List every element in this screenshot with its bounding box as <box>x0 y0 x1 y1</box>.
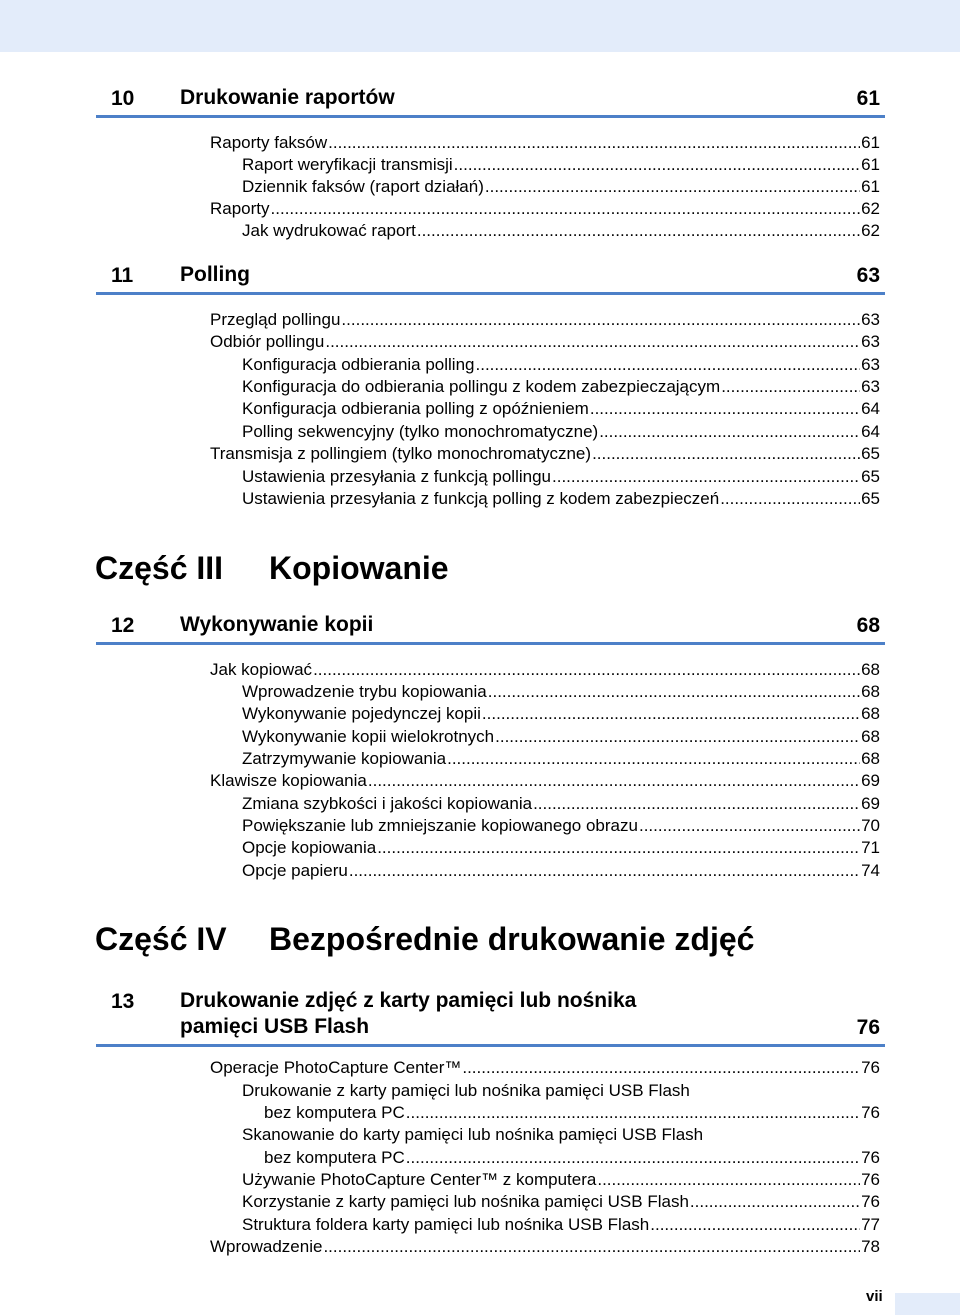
toc-entry[interactable] <box>264 1102 880 1124</box>
toc-entry-page: 70 <box>861 816 880 835</box>
toc-entry-page: 63 <box>861 332 880 351</box>
toc-entry-page: 69 <box>861 771 880 790</box>
toc-leader <box>406 1147 860 1169</box>
toc-entry-text: bez komputera PC <box>264 1148 405 1167</box>
toc-leader <box>720 488 860 510</box>
toc-entry-page: 63 <box>861 310 880 329</box>
chapter-page: 68 <box>856 614 880 637</box>
toc-entry-page: 76 <box>861 1058 880 1077</box>
toc-entry-page: 69 <box>861 794 880 813</box>
toc-entry-page: 68 <box>861 727 880 746</box>
chapter-page: 63 <box>856 264 880 287</box>
toc-entry[interactable] <box>242 793 880 815</box>
toc-leader <box>533 793 860 815</box>
toc-entry-page: 76 <box>861 1148 880 1167</box>
toc-entry-page: 76 <box>861 1192 880 1211</box>
toc-entry-page: 74 <box>861 861 880 880</box>
toc-entry-page: 78 <box>861 1237 880 1256</box>
chapter-number: 13 <box>111 990 135 1013</box>
toc-entry[interactable] <box>242 726 880 748</box>
toc-entry-text: Jak wydrukować raport <box>242 221 416 240</box>
part-label: Część III <box>95 550 224 586</box>
toc-entry-text: Zmiana szybkości i jakości kopiowania <box>242 794 533 813</box>
toc-leader <box>377 837 860 859</box>
toc-leader <box>454 154 860 176</box>
toc-entry-page: 76 <box>861 1103 880 1122</box>
toc-leader <box>323 1236 860 1258</box>
toc-entry-text: Ustawienia przesyłania z funkcją pollingu <box>242 467 551 486</box>
toc-entry-page: 68 <box>861 660 880 679</box>
toc-entry-text: Konfiguracja odbierania polling <box>242 355 475 374</box>
toc-entry[interactable] <box>242 837 880 859</box>
toc-entry-text: Klawisze kopiowania <box>210 771 367 790</box>
toc-entry[interactable] <box>242 860 880 882</box>
toc-entry-page: 62 <box>861 199 880 218</box>
toc-entry-text: Wykonywanie pojedynczej kopii <box>242 704 481 723</box>
toc-entry[interactable] <box>210 443 880 465</box>
page-number: vii <box>866 1288 883 1305</box>
toc-entry[interactable] <box>242 488 880 510</box>
toc-entry-text: Ustawienia przesyłania z funkcją polling z kodem zabezpieczeń <box>242 489 720 508</box>
chapter-number: 10 <box>111 87 135 110</box>
toc-entry[interactable] <box>242 354 880 376</box>
toc-entry-page: 68 <box>861 704 880 723</box>
toc-leader <box>368 770 860 792</box>
toc-entry[interactable] <box>210 1057 880 1079</box>
toc-leader <box>592 443 860 465</box>
toc-leader <box>485 176 860 198</box>
toc-entry[interactable] <box>242 376 880 398</box>
toc-entry-page: 63 <box>861 377 880 396</box>
chapter-number: 12 <box>111 614 135 637</box>
toc-entry[interactable] <box>210 132 880 154</box>
toc-leader <box>495 726 860 748</box>
toc-entry-text: Dziennik faksów (raport działań) <box>242 177 484 196</box>
toc-entry[interactable] <box>210 770 880 792</box>
toc-entry[interactable] <box>242 703 880 725</box>
toc-entry[interactable] <box>242 421 880 443</box>
toc-leader <box>552 466 860 488</box>
toc-entry-text: Korzystanie z karty pamięci lub nośnika pamięci USB Flash <box>242 1192 689 1211</box>
toc-leader <box>690 1191 860 1213</box>
toc-leader <box>417 220 860 242</box>
toc-leader <box>462 1057 860 1079</box>
toc-entry[interactable] <box>242 220 880 242</box>
toc-entry-page: 68 <box>861 749 880 768</box>
toc-leader <box>599 421 860 443</box>
toc-entry[interactable] <box>242 398 880 420</box>
toc-entry-text: Transmisja z pollingiem (tylko monochromatyczne) <box>210 444 592 463</box>
toc-leader <box>476 354 861 376</box>
toc-entry-page: 68 <box>861 682 880 701</box>
chapter-number: 11 <box>111 264 134 287</box>
header-band <box>0 0 960 52</box>
chapter-page: 76 <box>856 1016 880 1039</box>
toc-entry-page: 61 <box>861 133 880 152</box>
toc-leader <box>328 132 860 154</box>
toc-leader <box>341 309 860 331</box>
toc-entry-text: Raporty faksów <box>210 133 328 152</box>
toc-entry-page: 61 <box>861 177 880 196</box>
chapter-title-line2: pamięci USB Flash <box>180 1015 370 1038</box>
toc-entry-page: 65 <box>861 467 880 486</box>
toc-entry[interactable] <box>242 176 880 198</box>
chapter-page: 61 <box>856 87 880 110</box>
toc-entry-text: Zatrzymywanie kopiowania <box>242 749 447 768</box>
toc-entry-text: Przegląd pollingu <box>210 310 341 329</box>
part-title: Bezpośrednie drukowanie zdjęć <box>269 921 755 957</box>
toc-entry-text: Odbiór pollingu <box>210 332 325 351</box>
toc-entry-text: Opcje papieru <box>242 861 348 880</box>
footer-band <box>895 1293 960 1315</box>
toc-entry[interactable] <box>242 1214 880 1236</box>
toc-entry[interactable] <box>210 198 880 220</box>
toc-entry-text: Polling sekwencyjny (tylko monochromatyczne) <box>242 422 599 441</box>
toc-leader <box>325 331 860 353</box>
toc-leader <box>597 1169 860 1191</box>
chapter-12-heading[interactable] <box>96 613 885 645</box>
toc-entry-page: 61 <box>861 155 880 174</box>
chapter-title-line1: Drukowanie zdjęć z karty pamięci lub nośnika <box>180 989 637 1012</box>
toc-entry[interactable] <box>242 681 880 703</box>
toc-leader <box>488 681 860 703</box>
chapter-13-heading[interactable] <box>96 990 885 1047</box>
toc-entry-page: 62 <box>861 221 880 240</box>
toc-entry[interactable] <box>242 466 880 488</box>
toc-entry-page: 63 <box>861 355 880 374</box>
part-title: Kopiowanie <box>269 550 449 586</box>
toc-entry[interactable] <box>242 1191 880 1213</box>
toc-entry-text: Operacje PhotoCapture Center™ <box>210 1058 462 1077</box>
toc-entry[interactable] <box>242 815 880 837</box>
toc-entry[interactable] <box>210 309 880 331</box>
toc-leader <box>406 1102 860 1124</box>
toc-entry-text: Struktura foldera karty pamięci lub nośnika USB Flash <box>242 1215 650 1234</box>
toc-leader <box>313 659 860 681</box>
toc-entry-page: 71 <box>861 838 880 857</box>
toc-entry-text: Wykonywanie kopii wielokrotnych <box>242 727 495 746</box>
toc-entry-text: Raporty <box>210 199 270 218</box>
toc-entry-page: 64 <box>861 422 880 441</box>
toc-leader <box>271 198 861 220</box>
chapter-11-heading[interactable] <box>96 263 885 295</box>
toc-entry-text: Powiększanie lub zmniejszanie kopiowanego obrazu <box>242 816 638 835</box>
chapter-title: Wykonywanie kopii <box>180 613 374 636</box>
toc-entry[interactable] <box>264 1147 880 1169</box>
toc-leader <box>639 815 860 837</box>
toc-leader <box>447 748 860 770</box>
toc-leader <box>590 398 860 420</box>
toc-entry[interactable] <box>210 331 880 353</box>
toc-entry-page: 76 <box>861 1170 880 1189</box>
toc-entry-text: Opcje kopiowania <box>242 838 377 857</box>
toc-entry-page: 77 <box>861 1215 880 1234</box>
chapter-title: Polling <box>180 263 250 286</box>
toc-entry[interactable] <box>242 1169 880 1191</box>
toc-entry-text: Wprowadzenie <box>210 1237 323 1256</box>
toc-leader <box>482 703 860 725</box>
part-label: Część IV <box>95 921 227 957</box>
toc-entry-text: Używanie PhotoCapture Center™ z komputera <box>242 1170 597 1189</box>
toc-entry-text[interactable]: Drukowanie z karty pamięci lub nośnika pamięci USB Flash <box>242 1081 690 1100</box>
toc-entry-page: 64 <box>861 399 880 418</box>
toc-entry[interactable] <box>210 659 880 681</box>
toc-entry-text: Wprowadzenie trybu kopiowania <box>242 682 487 701</box>
toc-entry-text: Konfiguracja do odbierania pollingu z kodem zabezpieczającym <box>242 377 721 396</box>
toc-entry[interactable] <box>210 1236 880 1258</box>
toc-leader <box>650 1214 860 1236</box>
toc-leader <box>721 376 860 398</box>
toc-entry-text: Jak kopiować <box>210 660 313 679</box>
toc-leader <box>349 860 860 882</box>
toc-entry-page: 65 <box>861 444 880 463</box>
toc-entry-text: Konfiguracja odbierania polling z opóźnieniem <box>242 399 589 418</box>
toc-entry-text: bez komputera PC <box>264 1103 405 1122</box>
toc-entry-text: Raport weryfikacji transmisji <box>242 155 453 174</box>
toc-entry-page: 65 <box>861 489 880 508</box>
chapter-10-heading[interactable] <box>96 86 885 118</box>
toc-entry[interactable] <box>242 154 880 176</box>
chapter-title: Drukowanie raportów <box>180 86 395 109</box>
toc-entry-text[interactable]: Skanowanie do karty pamięci lub nośnika pamięci USB Flash <box>242 1125 704 1144</box>
toc-entry[interactable] <box>242 748 880 770</box>
